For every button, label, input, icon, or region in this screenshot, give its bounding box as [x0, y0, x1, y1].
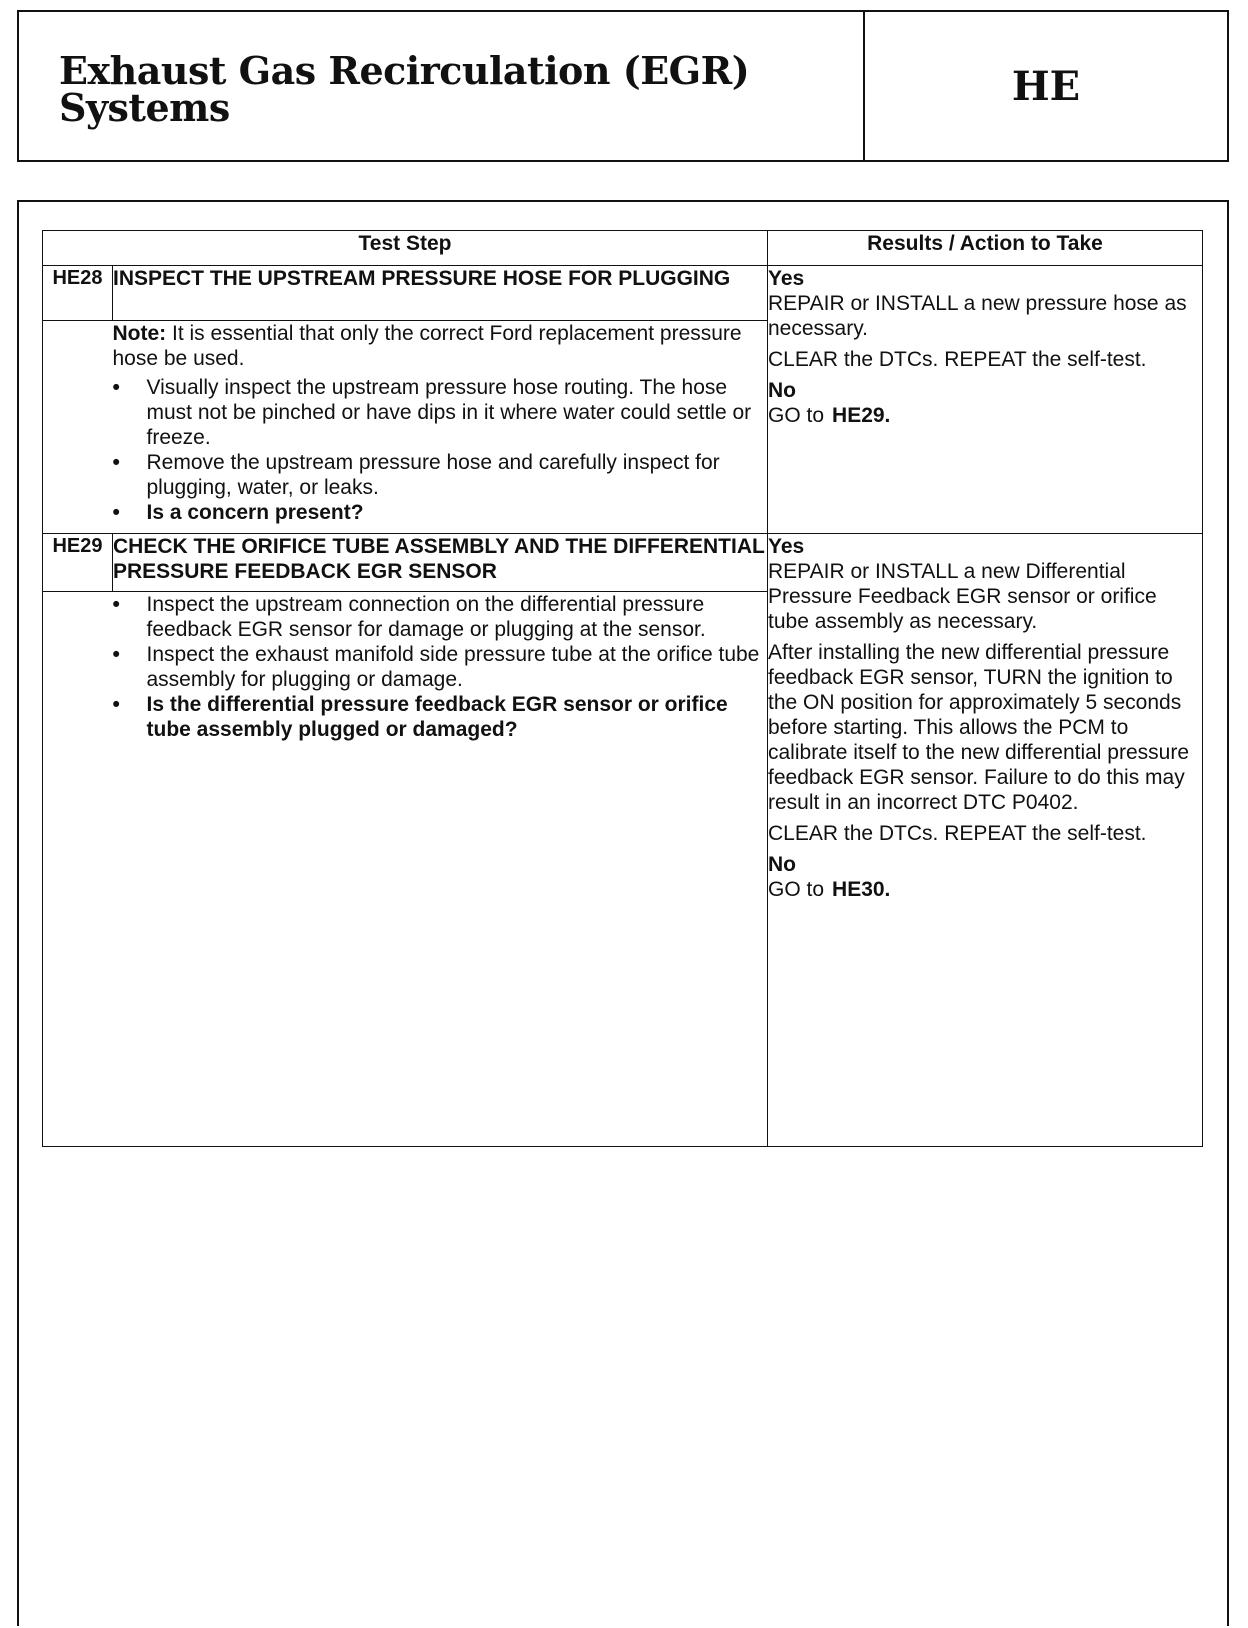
step-id-blank	[43, 592, 113, 1147]
goto-step-link[interactable]: HE30.	[832, 878, 891, 901]
yes-action: REPAIR or INSTALL a new Differential Pressure Feedback EGR sensor or orifice tube assembly as necessary.	[768, 560, 1157, 633]
results-header: Results / Action to Take	[768, 231, 1203, 266]
table-header-row	[43, 231, 1203, 266]
no-label: No	[768, 379, 796, 402]
header-title-cell	[19, 12, 865, 160]
note-text: It is essential that only the correct Ford replacement pressure hose be used.	[112, 322, 742, 370]
step-result	[768, 534, 1203, 1147]
goto-text: GO to	[768, 404, 825, 427]
test-step-header: Test Step	[43, 231, 768, 266]
bullet-item: • Remove the upstream pressure hose and carefully inspect for plugging, water, or leaks.	[113, 450, 768, 500]
page-header	[17, 10, 1229, 162]
step-bullets	[113, 592, 768, 742]
note-label: Note:	[112, 322, 167, 345]
step-bullets	[113, 375, 768, 525]
title-line-1: Exhaust Gas Recirculation (EGR)	[59, 48, 750, 93]
step-id-blank	[43, 321, 113, 534]
step-title-row	[43, 534, 1203, 592]
header-code-cell	[865, 12, 1227, 160]
no-action	[768, 403, 1202, 428]
bullet-item: • Visually inspect the upstream pressure hose routing. The hose must not be pinched or have dips in it where water could settle or freeze.	[113, 375, 768, 450]
yes-action: CLEAR the DTCs. REPEAT the self-test.	[768, 348, 1147, 371]
step-result	[768, 266, 1203, 534]
test-step-table	[42, 230, 1203, 1147]
title-line-2: Systems	[59, 85, 230, 130]
yes-action: CLEAR the DTCs. REPEAT the self-test.	[768, 822, 1147, 845]
yes-label: Yes	[768, 535, 805, 558]
yes-label: Yes	[768, 267, 805, 290]
goto-text: GO to	[768, 878, 825, 901]
no-label: No	[768, 853, 796, 876]
bullet-question: • Is the differential pressure feedback EGR sensor or orifice tube assembly plugged or damaged?	[113, 692, 768, 742]
step-title: INSPECT THE UPSTREAM PRESSURE HOSE FOR PLUGGING	[113, 266, 768, 321]
step-id: HE28	[43, 266, 113, 321]
section-code: HE	[1011, 62, 1081, 110]
bullet-item: • Inspect the upstream connection on the differential pressure feedback EGR sensor for damage or plugging at the sensor.	[113, 592, 768, 642]
step-title-row	[43, 266, 1203, 321]
step-body	[113, 321, 768, 534]
bullet-item: • Inspect the exhaust manifold side pressure tube at the orifice tube assembly for plugging or damage.	[113, 642, 768, 692]
step-body	[113, 592, 768, 1147]
bullet-question: • Is a concern present?	[113, 500, 768, 525]
goto-step-link[interactable]: HE29.	[832, 404, 891, 427]
yes-action: REPAIR or INSTALL a new pressure hose as necessary.	[768, 292, 1187, 340]
step-note	[113, 321, 768, 371]
step-id: HE29	[43, 534, 113, 592]
step-title: CHECK THE ORIFICE TUBE ASSEMBLY AND THE DIFFERENTIAL PRESSURE FEEDBACK EGR SENSOR	[113, 534, 768, 592]
page-title	[59, 48, 750, 130]
no-action	[768, 877, 1202, 902]
yes-action: After installing the new differential pressure feedback EGR sensor, TURN the ignition to the ON position for approximately 5 seconds before starting. This allows the PCM to calibrate itself to the new differential pressure feedback EGR sensor. Failure to do this may result in an incorrect DTC P0402.	[768, 641, 1190, 814]
